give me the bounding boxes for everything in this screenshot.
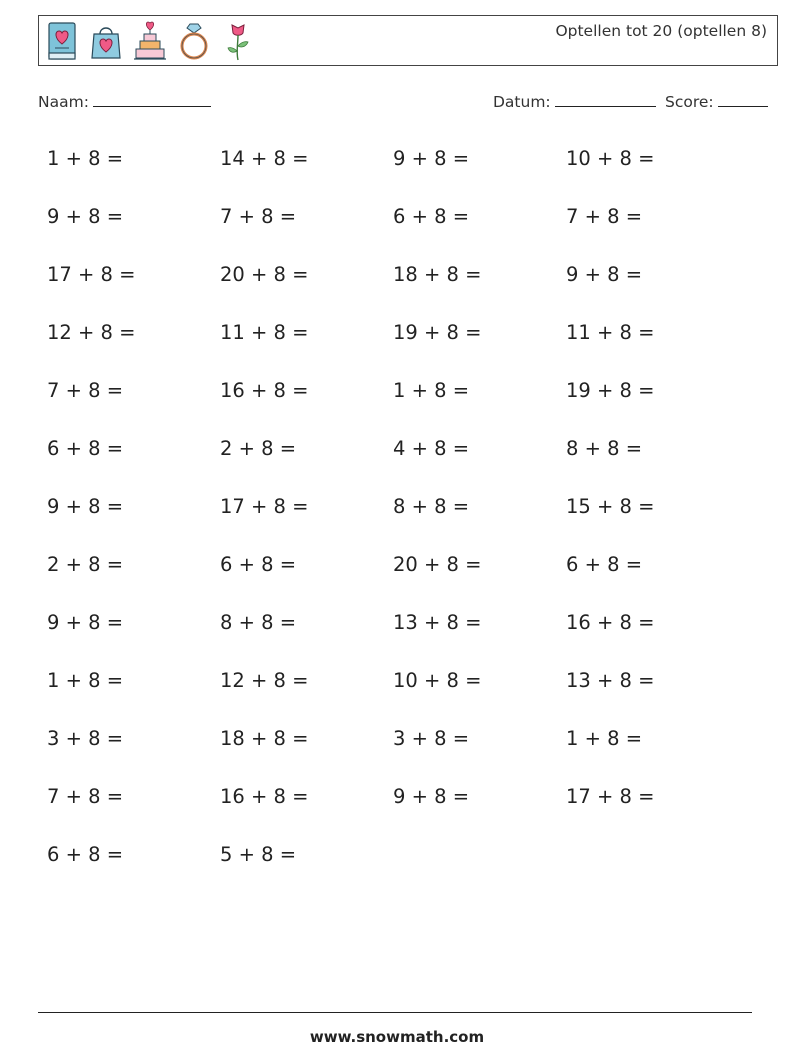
- problem-item: 17 + 8 =: [566, 785, 655, 808]
- problem-item: 9 + 8 =: [47, 205, 124, 228]
- header-icons: [45, 20, 255, 62]
- problem-item: 16 + 8 =: [566, 611, 655, 634]
- problem-item: 16 + 8 =: [220, 785, 309, 808]
- problem-item: 9 + 8 =: [47, 611, 124, 634]
- problem-item: 16 + 8 =: [220, 379, 309, 402]
- footer-divider: [38, 1012, 752, 1013]
- score-field: [665, 92, 768, 111]
- worksheet-header: [38, 15, 778, 66]
- problem-item: 10 + 8 =: [566, 147, 655, 170]
- problem-item: 19 + 8 =: [566, 379, 655, 402]
- problem-item: 17 + 8 =: [220, 495, 309, 518]
- problem-item: 2 + 8 =: [47, 553, 124, 576]
- problem-item: 18 + 8 =: [393, 263, 482, 286]
- problem-item: 8 + 8 =: [393, 495, 470, 518]
- book-heart-icon: [45, 20, 79, 62]
- date-label: Datum:: [493, 93, 551, 111]
- shopping-bag-heart-icon: [89, 20, 123, 62]
- problem-item: 9 + 8 =: [393, 785, 470, 808]
- problem-item: 8 + 8 =: [220, 611, 297, 634]
- problem-item: 6 + 8 =: [393, 205, 470, 228]
- date-line: [555, 92, 656, 107]
- problem-item: 15 + 8 =: [566, 495, 655, 518]
- problem-item: 6 + 8 =: [220, 553, 297, 576]
- problem-item: 19 + 8 =: [393, 321, 482, 344]
- problem-item: 13 + 8 =: [566, 669, 655, 692]
- problem-item: 11 + 8 =: [566, 321, 655, 344]
- name-label: Naam:: [38, 93, 89, 111]
- problem-item: 7 + 8 =: [47, 785, 124, 808]
- problem-item: 13 + 8 =: [393, 611, 482, 634]
- date-field: [493, 92, 656, 111]
- problem-item: 1 + 8 =: [393, 379, 470, 402]
- problem-item: 9 + 8 =: [393, 147, 470, 170]
- problem-item: 6 + 8 =: [47, 437, 124, 460]
- problem-item: 8 + 8 =: [566, 437, 643, 460]
- problem-item: 11 + 8 =: [220, 321, 309, 344]
- footer-url: www.snowmath.com: [309, 1028, 485, 1046]
- problem-item: 6 + 8 =: [47, 843, 124, 866]
- problem-item: 7 + 8 =: [566, 205, 643, 228]
- problem-item: 6 + 8 =: [566, 553, 643, 576]
- score-label: Score:: [665, 93, 714, 111]
- wedding-cake-icon: [133, 20, 167, 62]
- problem-item: 5 + 8 =: [220, 843, 297, 866]
- problem-item: 17 + 8 =: [47, 263, 136, 286]
- problem-item: 4 + 8 =: [393, 437, 470, 460]
- problem-item: 18 + 8 =: [220, 727, 309, 750]
- problem-item: 20 + 8 =: [220, 263, 309, 286]
- worksheet-title: Optellen tot 20 (optellen 8): [555, 22, 767, 40]
- diamond-ring-icon: [177, 20, 211, 62]
- name-field: [38, 92, 211, 111]
- problem-item: 1 + 8 =: [47, 669, 124, 692]
- problem-item: 3 + 8 =: [47, 727, 124, 750]
- problem-item: 9 + 8 =: [47, 495, 124, 518]
- name-line: [93, 92, 211, 107]
- problem-item: 1 + 8 =: [47, 147, 124, 170]
- problem-item: 7 + 8 =: [220, 205, 297, 228]
- problem-item: 3 + 8 =: [393, 727, 470, 750]
- problem-item: 12 + 8 =: [220, 669, 309, 692]
- problem-item: 2 + 8 =: [220, 437, 297, 460]
- problem-item: 12 + 8 =: [47, 321, 136, 344]
- problem-item: 7 + 8 =: [47, 379, 124, 402]
- problem-item: 1 + 8 =: [566, 727, 643, 750]
- problem-item: 14 + 8 =: [220, 147, 309, 170]
- score-line: [718, 92, 768, 107]
- problem-item: 10 + 8 =: [393, 669, 482, 692]
- problem-item: 9 + 8 =: [566, 263, 643, 286]
- rose-icon: [221, 20, 255, 62]
- problem-item: 20 + 8 =: [393, 553, 482, 576]
